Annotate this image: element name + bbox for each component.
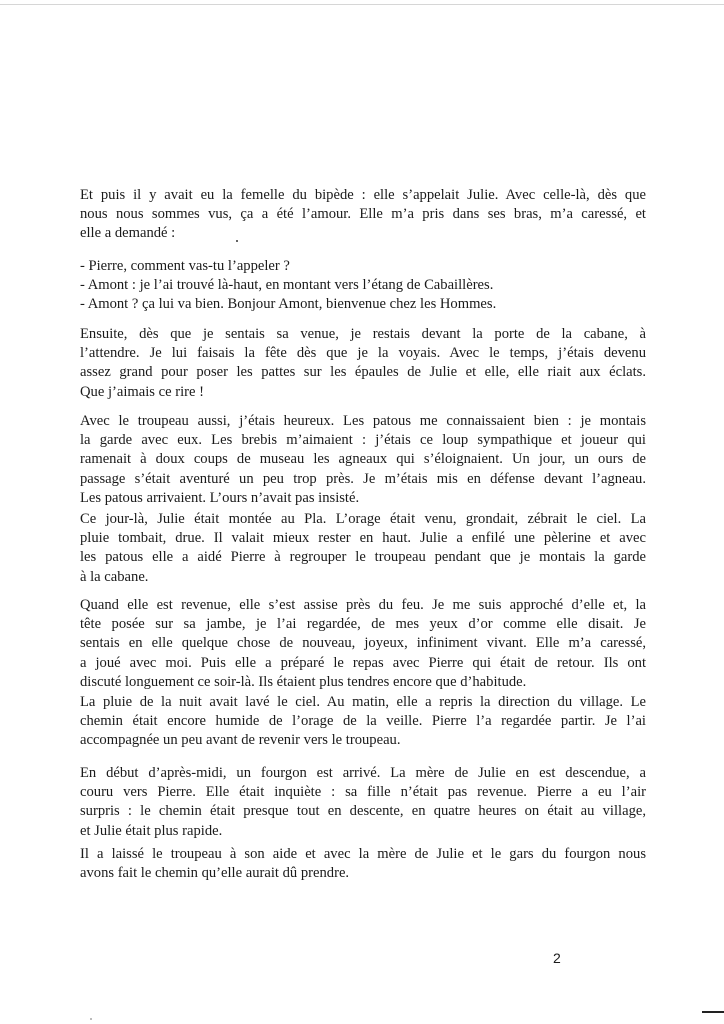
paragraph [80, 257, 646, 315]
paragraph [80, 412, 646, 508]
text-line: surpris : le chemin était presque tout en descente, en quatre heures on était au village, [80, 803, 646, 820]
text-line: Et puis il y avait eu la femelle du bipède : elle s’appelait Julie. Avec celle-là, dès que [80, 187, 646, 203]
text-line: ramenait à doux coups de museau les agneaux qui s’éloignaient. Un jour, un ours de [80, 451, 646, 468]
text-line: - Pierre, comment vas-tu l’appeler ? [80, 258, 290, 274]
text-line: la garde avec eux. Les brebis m’aimaient : j’étais ce loup sympathique et joueur qui [80, 432, 646, 449]
text-line: Les patous arrivaient. L’ours n’avait pas insisté. [80, 489, 360, 506]
text-line: les patous elle a aidé Pierre à regrouper le troupeau pendant que je montais la garde [80, 549, 646, 566]
paragraph [80, 764, 646, 841]
text-line: pluie tombait, drue. Il valait mieux rester en haut. Julie a enfilé une pèlerine et avec [80, 530, 646, 547]
paragraph [80, 510, 646, 587]
text-line: chemin était encore humide de l’orage de la veille. Pierre l’a regardée partir. Je l’ai [80, 713, 646, 730]
text-line: Que j’aimais ce rire ! [80, 383, 204, 400]
text-line: Ce jour-là, Julie était montée au Pla. L’orage était venu, grondait, zébrait le ciel. La [80, 511, 646, 527]
text-line: sentais en elle quelque chose de nouveau, joyeux, infiniment vivant. Elle m’a caressé, [80, 635, 646, 652]
text-line: Ensuite, dès que je sentais sa venue, je restais devant la porte de la cabane, à [80, 326, 646, 342]
text-line: l’attendre. Je lui faisais la fête dès que je la voyais. Avec le temps, j’étais devenu [80, 345, 646, 362]
text-line: à la cabane. [80, 568, 149, 585]
text-line: Il a laissé le troupeau à son aide et avec la mère de Julie et le gars du fourgon nous [80, 846, 646, 862]
text-line: Quand elle est revenue, elle s’est assise près du feu. Je me suis approché d’elle et, la [80, 597, 646, 613]
paragraph [80, 325, 646, 402]
text-line: assez grand pour poser les pattes sur les épaules de Julie et elle, elle riait aux éclats. [80, 364, 646, 381]
text-line: couru vers Pierre. Elle était inquiète : sa fille n’était pas revenue. Pierre a eu l’air [80, 784, 646, 801]
text-line: En début d’après-midi, un fourgon est arrivé. La mère de Julie en est descendue, a [80, 765, 646, 781]
scan-top-border [0, 4, 724, 5]
page-number: 2 [553, 950, 561, 966]
text-line: passage s’était aventuré un peu trop près. Je m’étais mis en défense devant l’agneau. [80, 470, 646, 487]
scan-edge-mark [702, 1011, 724, 1013]
text-line: La pluie de la nuit avait lavé le ciel. Au matin, elle a repris la direction du village. Le [80, 694, 646, 710]
text-line: discuté longuement ce soir-là. Ils étaient plus tendres encore que d’habitude. [80, 673, 527, 690]
text-line: elle a demandé : [80, 225, 176, 242]
text-line: a joué avec moi. Puis elle a préparé le repas avec Pierre qui était de retour. Ils ont [80, 654, 646, 671]
text-line: Avec le troupeau aussi, j’étais heureux. Les patous me connaissaient bien : je montais [80, 413, 646, 429]
text-line: accompagnée un peu avant de revenir vers le troupeau. [80, 732, 401, 749]
text-line: - Amont ? ça lui va bien. Bonjour Amont, bienvenue chez les Hommes. [80, 296, 497, 313]
paragraph [80, 186, 646, 244]
paragraph [80, 596, 646, 692]
paragraph [80, 845, 646, 883]
text-line: - Amont : je l’ai trouvé là-haut, en montant vers l’étang de Cabaillères. [80, 277, 494, 294]
text-line: tête posée sur sa jambe, je l’ai regardée, de mes yeux d’or comme elle disait. Je [80, 616, 646, 633]
scan-speck [90, 1018, 92, 1020]
paragraph [80, 693, 646, 751]
text-line: et Julie était plus rapide. [80, 822, 223, 839]
text-line: avons fait le chemin qu’elle aurait dû prendre. [80, 865, 350, 882]
text-line: nous nous sommes vus, ça a été l’amour. Elle m’a pris dans ses bras, m’a caressé, et [80, 206, 646, 223]
